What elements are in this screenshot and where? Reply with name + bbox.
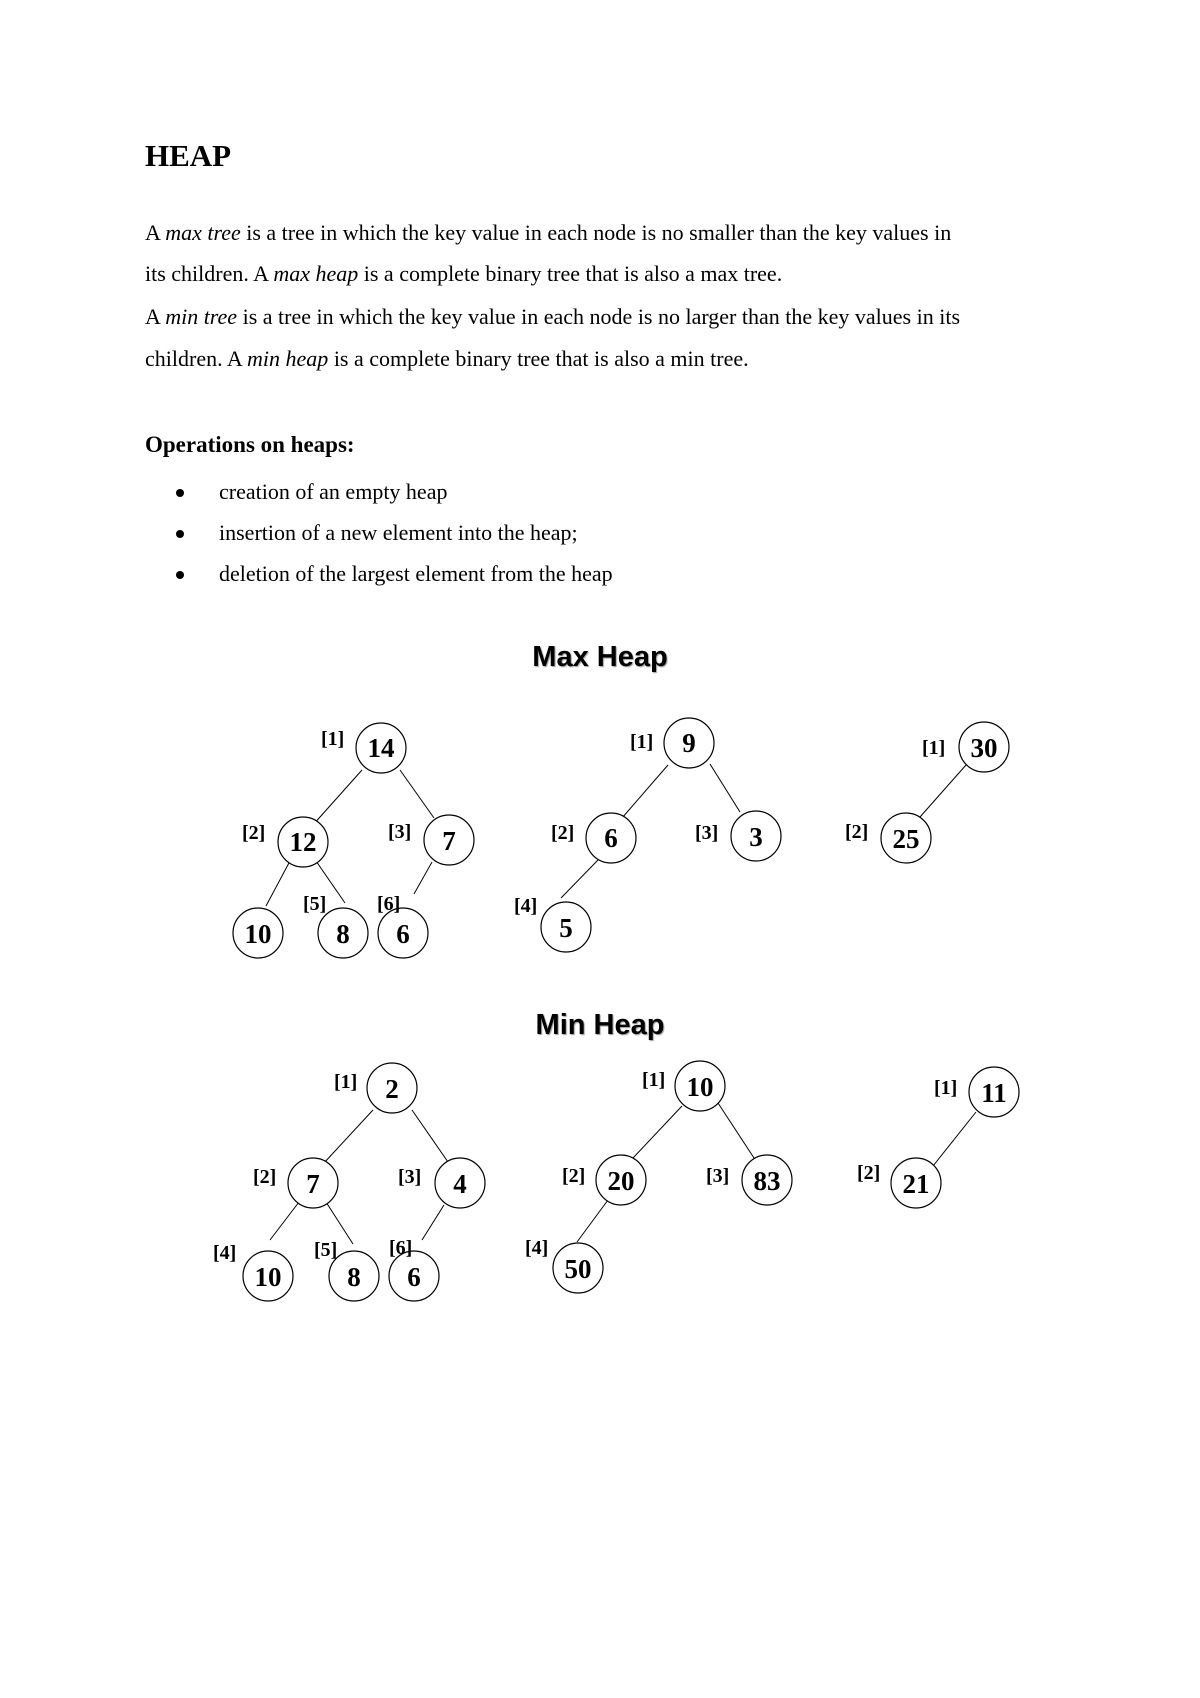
list-item-text: creation of an empty heap	[219, 479, 448, 504]
max-heap-diagram	[0, 700, 1200, 970]
min2-value-1: 10	[686, 1072, 714, 1102]
text-run: is a tree in which the key value in each node is no larger than the key values in its	[237, 304, 961, 329]
min2-index-4: [4]	[525, 1237, 549, 1259]
min1-index-6: [6]	[389, 1237, 413, 1259]
max3-value-2: 25	[892, 824, 920, 854]
max2-index-1: [1]	[630, 731, 654, 753]
list-item-text: insertion of a new element into the heap;	[219, 520, 578, 545]
text-run: is a complete binary tree that is also a min tree.	[328, 346, 749, 371]
max2-index-2: [2]	[551, 822, 575, 844]
min-heap-definition-line-2	[145, 348, 1085, 370]
max1-value-6: 6	[396, 919, 410, 949]
min1-index-1: [1]	[334, 1071, 358, 1093]
max2-value-3: 3	[749, 822, 763, 852]
min-heap-diagram	[0, 1050, 1200, 1320]
max2-value-4: 5	[559, 913, 573, 943]
min2-index-2: [2]	[562, 1165, 586, 1187]
max1-value-2: 12	[289, 827, 317, 857]
max1-value-3: 7	[442, 826, 456, 856]
min-heap-title: Min Heap	[535, 1009, 665, 1041]
min-tree-definition-line-1	[145, 306, 1085, 328]
max3-index-1: [1]	[922, 737, 946, 759]
min1-index-4: [4]	[213, 1242, 237, 1264]
min1-index-5: [5]	[314, 1239, 338, 1261]
max-heap-title: Max Heap	[532, 641, 668, 673]
text-run: is a tree in which the key value in each node is no smaller than the key values in	[240, 220, 952, 245]
max2-index-3: [3]	[695, 822, 719, 844]
term-max-heap: max heap	[273, 261, 359, 286]
operations-heading: Operations on heaps:	[145, 432, 355, 457]
min2-value-4: 50	[564, 1254, 592, 1284]
min3-value-1: 11	[981, 1078, 1007, 1108]
bullet-icon	[176, 489, 184, 497]
text-run: children. A	[145, 346, 248, 371]
min1-value-6: 6	[407, 1262, 421, 1292]
min1-value-4: 10	[254, 1262, 282, 1292]
text-run: A	[145, 220, 166, 245]
max1-index-5: [5]	[303, 893, 327, 915]
bullet-icon	[176, 571, 184, 579]
min1-value-2: 7	[306, 1169, 320, 1199]
min3-index-2: [2]	[857, 1162, 881, 1184]
max2-value-1: 9	[682, 728, 696, 758]
min1-index-3: [3]	[398, 1166, 422, 1188]
min1-value-3: 4	[453, 1169, 467, 1199]
text-run: A	[145, 304, 166, 329]
max3-value-1: 30	[970, 733, 998, 763]
max1-index-3: [3]	[388, 821, 412, 843]
list-item-text: deletion of the largest element from the heap	[219, 561, 613, 586]
max1-index-1: [1]	[321, 728, 345, 750]
max1-value-4: 10	[244, 919, 272, 949]
max1-index-6: [6]	[377, 893, 401, 915]
term-min-heap: min heap	[247, 346, 329, 371]
min2-value-3: 83	[753, 1166, 781, 1196]
term-max-tree: max tree	[165, 220, 241, 245]
min2-index-1: [1]	[642, 1069, 666, 1091]
min1-value-1: 2	[385, 1074, 399, 1104]
max2-value-2: 6	[604, 823, 618, 853]
min2-value-2: 20	[607, 1166, 635, 1196]
page-title: HEAP	[145, 138, 232, 173]
text-run: is a complete binary tree that is also a max tree.	[358, 261, 783, 286]
max3-index-2: [2]	[845, 821, 869, 843]
term-min-tree: min tree	[165, 304, 238, 329]
text-run: its children. A	[145, 261, 274, 286]
max-tree-definition-line-1	[145, 222, 1085, 244]
max1-index-2: [2]	[242, 822, 266, 844]
max-heap-definition-line-2	[145, 263, 1085, 285]
min3-value-2: 21	[902, 1169, 930, 1199]
max2-index-4: [4]	[514, 895, 538, 917]
min2-index-3: [3]	[706, 1165, 730, 1187]
min3-index-1: [1]	[934, 1077, 958, 1099]
min1-value-5: 8	[347, 1262, 361, 1292]
max1-value-1: 14	[367, 733, 395, 763]
bullet-icon	[176, 530, 184, 538]
max1-value-5: 8	[336, 919, 350, 949]
min1-index-2: [2]	[253, 1166, 277, 1188]
